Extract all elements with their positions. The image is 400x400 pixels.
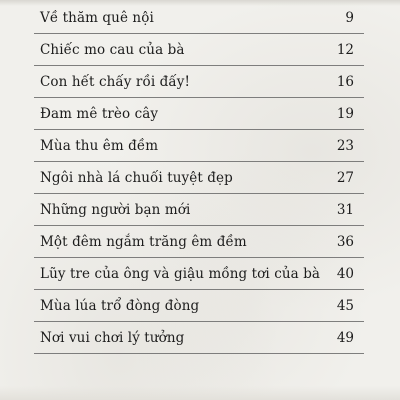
toc-entry-divider <box>34 65 364 66</box>
toc-entry-page-number: 40 <box>336 266 354 282</box>
toc-entry <box>0 134 400 162</box>
toc-entry-divider <box>34 289 364 290</box>
toc-entry-divider <box>34 161 364 162</box>
toc-entry-page-number: 12 <box>336 42 354 58</box>
toc-entry-title: Ngôi nhà lá chuối tuyệt đẹp <box>40 170 233 186</box>
toc-entry <box>0 6 400 34</box>
toc-entry <box>0 198 400 226</box>
toc-entry-page-number: 16 <box>336 74 354 90</box>
toc-entry-divider <box>34 193 364 194</box>
toc-entry-page-number: 9 <box>345 10 354 26</box>
toc-entry-title: Đam mê trèo cây <box>40 106 159 122</box>
toc-entry-title: Nơi vui chơi lý tưởng <box>40 330 185 346</box>
toc-entry-title: Về thăm quê nội <box>40 10 154 26</box>
toc-entry-divider <box>34 257 364 258</box>
toc-entry-title: Những người bạn mới <box>40 202 191 218</box>
toc-entry <box>0 326 400 354</box>
toc-entry-divider <box>34 353 364 354</box>
toc-entry <box>0 102 400 130</box>
toc-entry-title: Chiếc mo cau của bà <box>40 42 185 58</box>
toc-entry-page-number: 27 <box>336 170 354 186</box>
toc-entry-divider <box>34 225 364 226</box>
toc-entry-page-number: 19 <box>336 106 354 122</box>
toc-entry-page-number: 49 <box>336 330 354 346</box>
toc-entry <box>0 166 400 194</box>
toc-entry-title: Mùa thu êm đềm <box>40 138 159 154</box>
toc-entry-title: Con hết chấy rồi đấy! <box>40 74 190 90</box>
toc-entry <box>0 38 400 66</box>
toc-entry <box>0 230 400 258</box>
toc-entry-divider <box>34 33 364 34</box>
toc-entry <box>0 294 400 322</box>
toc-entry-title: Mùa lúa trổ đòng đòng <box>40 298 200 314</box>
toc-entry-page-number: 31 <box>336 202 354 218</box>
toc-entry-divider <box>34 129 364 130</box>
toc-entry <box>0 262 400 290</box>
toc-entry-divider <box>34 321 364 322</box>
toc-entry-divider <box>34 97 364 98</box>
toc-entry-title: Một đêm ngắm trăng êm đềm <box>40 234 247 250</box>
toc-entry-page-number: 36 <box>336 234 354 250</box>
page-bottom-edge-shadow <box>0 386 400 400</box>
toc-entry-title: Lũy tre của ông và giậu mồng tơi của bà <box>40 266 321 282</box>
toc-entry-page-number: 45 <box>336 298 354 314</box>
toc-entry-page-number: 23 <box>336 138 354 154</box>
toc-entry <box>0 70 400 98</box>
